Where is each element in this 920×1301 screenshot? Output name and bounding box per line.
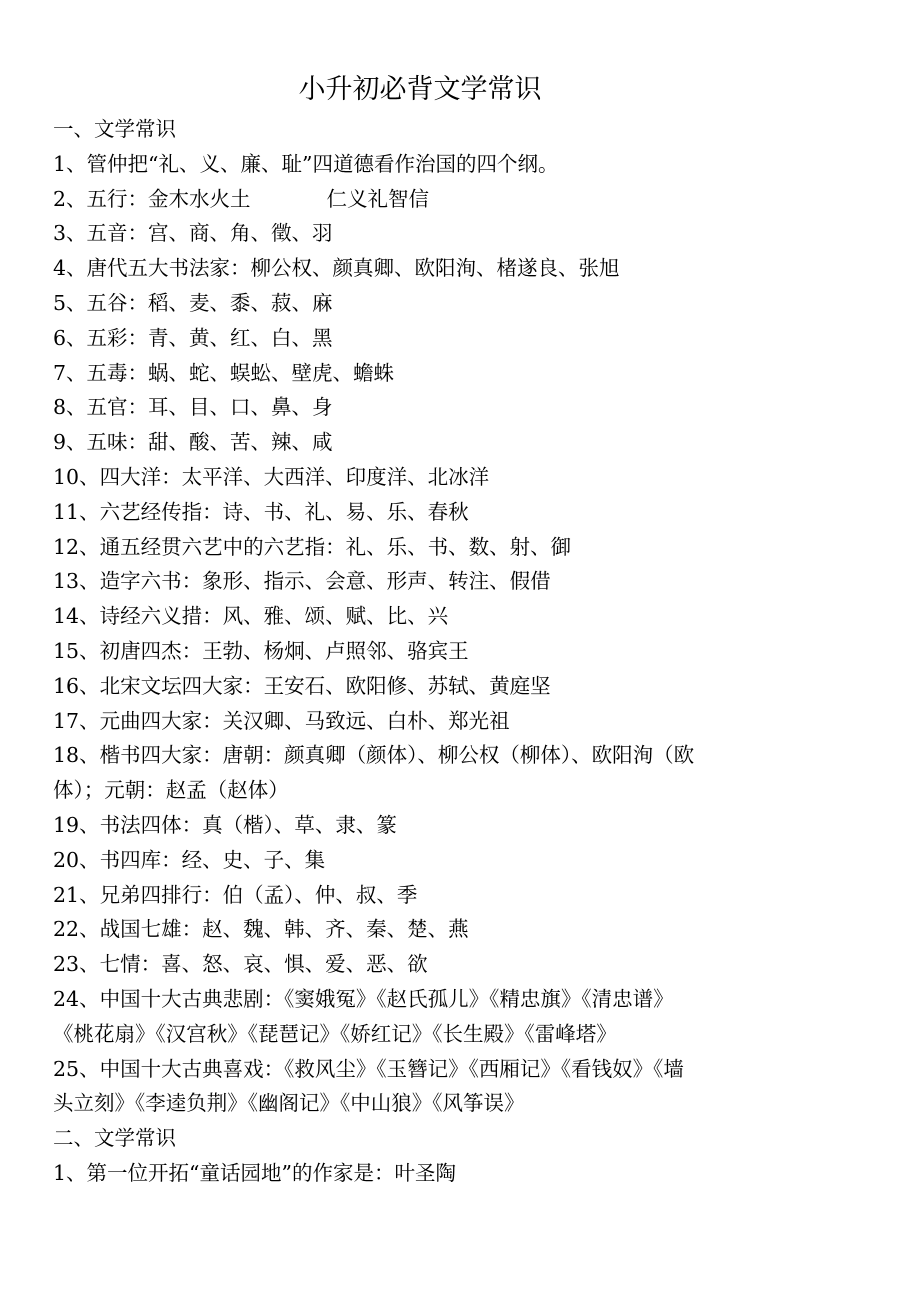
list-item-continuation: 体）；元朝：赵孟（赵体） bbox=[53, 778, 289, 803]
list-item: 15、初唐四杰：王勃、杨炯、卢照邻、骆宾王 bbox=[53, 638, 469, 663]
list-item: 11、六艺经传指：诗、书、礼、易、乐、春秋 bbox=[53, 499, 469, 524]
list-item: 17、元曲四大家：关汉卿、马致远、白朴、郑光祖 bbox=[53, 708, 510, 733]
list-item: 12、通五经贯六艺中的六艺指：礼、乐、书、数、射、御 bbox=[53, 534, 572, 559]
list-item-text: 2、五行：金木水火土 bbox=[53, 186, 251, 211]
list-item: 7、五毒：蜗、蛇、蜈蚣、壁虎、蟾蛛 bbox=[53, 360, 395, 385]
list-item: 21、兄弟四排行：伯（孟）、仲、叔、季 bbox=[53, 882, 418, 907]
list-item: 13、造字六书：象形、指示、会意、形声、转注、假借 bbox=[53, 569, 551, 594]
list-item: 23、七情：喜、怒、哀、惧、爱、恶、欲 bbox=[53, 952, 428, 977]
list-item: 20、书四库：经、史、子、集 bbox=[53, 847, 326, 872]
list-item: 9、五味：甜、酸、苦、辣、咸 bbox=[53, 430, 333, 455]
list-item-extra: 仁义礼智信 bbox=[326, 186, 430, 211]
section-heading-1: 一、文学常识 bbox=[53, 117, 176, 141]
list-item-continuation: 《桃花扇》《汉宫秋》《琵琶记》《娇红记》《长生殿》《雷峰塔》 bbox=[53, 1021, 617, 1046]
page-title: 小升初必背文学常识 bbox=[298, 74, 542, 105]
list-item: 25、中国十大古典喜戏：《救风尘》《玉簪记》《西厢记》《看钱奴》《墙 bbox=[53, 1056, 684, 1081]
list-item: 16、北宋文坛四大家：王安石、欧阳修、苏轼、黄庭坚 bbox=[53, 673, 551, 698]
list-item: 22、战国七雄：赵、魏、韩、齐、秦、楚、燕 bbox=[53, 917, 469, 942]
list-item: 19、书法四体：真（楷）、草、隶、篆 bbox=[53, 812, 397, 837]
section-heading-2: 二、文学常识 bbox=[53, 1126, 176, 1151]
list-item: 10、四大洋：太平洋、大西洋、印度洋、北冰洋 bbox=[53, 464, 490, 489]
list-item: 1、第一位开拓“童话园地”的作家是：叶圣陶 bbox=[53, 1160, 457, 1185]
list-item: 14、诗经六义措：风、雅、颂、赋、比、兴 bbox=[53, 604, 449, 629]
list-item: 4、唐代五大书法家：柳公权、颜真卿、欧阳洵、楮遂良、张旭 bbox=[53, 256, 620, 281]
list-item: 6、五彩：青、黄、红、白、黑 bbox=[53, 325, 333, 350]
list-item: 5、五谷：稻、麦、黍、菽、麻 bbox=[53, 290, 333, 315]
list-item: 18、楷书四大家：唐朝：颜真卿（颜体）、柳公权（柳体）、欧阳洵（欧 bbox=[53, 743, 695, 768]
list-item: 1、管仲把“礼、义、廉、耻”四道德看作治国的四个纲。 bbox=[53, 151, 559, 176]
list-item bbox=[53, 182, 813, 217]
list-item: 24、中国十大古典悲剧：《窦娥冤》《赵氏孤儿》《精忠旗》《清忠谱》 bbox=[53, 986, 674, 1011]
list-item: 3、五音：宫、商、角、徵、羽 bbox=[53, 221, 333, 246]
list-item: 8、五官：耳、目、口、鼻、身 bbox=[53, 395, 333, 420]
list-item-continuation: 头立刻》《李逵负荆》《幽阁记》《中山狼》《风筝误》 bbox=[53, 1091, 525, 1116]
document-body bbox=[53, 112, 813, 1191]
